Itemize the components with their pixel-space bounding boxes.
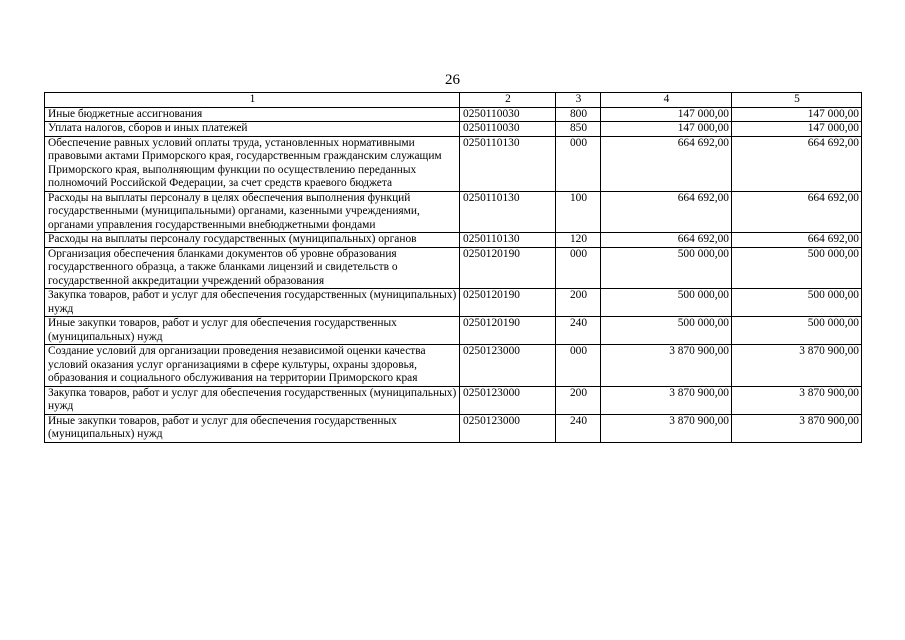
cell-value-5: 500 000,00	[732, 289, 862, 317]
cell-code: 0250110030	[460, 107, 556, 122]
header-col-3: 3	[556, 93, 601, 108]
cell-value-5: 147 000,00	[732, 122, 862, 137]
cell-value-5: 3 870 900,00	[732, 414, 862, 442]
cell-type: 240	[556, 317, 601, 345]
table-row	[45, 317, 862, 345]
cell-name: Обеспечение равных условий оплаты труда, установленных нормативными правовыми актами Приморского края, государственным гражданским служащим Приморского края, выполняющим функции по осуществлению переданных полномочий Российской Федерации, за счет средств краевого бюджета	[45, 136, 460, 191]
cell-type: 120	[556, 233, 601, 248]
cell-value-4: 3 870 900,00	[601, 345, 732, 387]
cell-value-4: 147 000,00	[601, 122, 732, 137]
cell-type: 100	[556, 191, 601, 233]
page-number: 26	[445, 72, 460, 88]
cell-name: Иные закупки товаров, работ и услуг для обеспечения государственных (муниципальных) нужд	[45, 317, 460, 345]
cell-type: 000	[556, 247, 601, 289]
cell-code: 0250110130	[460, 136, 556, 191]
cell-type: 240	[556, 414, 601, 442]
cell-type: 850	[556, 122, 601, 137]
cell-value-5: 500 000,00	[732, 247, 862, 289]
cell-code: 0250123000	[460, 345, 556, 387]
cell-name: Расходы на выплаты персоналу в целях обеспечения выполнения функций государственными (муниципальными) органами, казенными учреждениями, органами управления государственными внебюджетными фондами	[45, 191, 460, 233]
table-row	[45, 191, 862, 233]
cell-type: 800	[556, 107, 601, 122]
cell-value-5: 664 692,00	[732, 191, 862, 233]
cell-code: 0250120190	[460, 289, 556, 317]
table-row	[45, 107, 862, 122]
cell-value-4: 147 000,00	[601, 107, 732, 122]
table-header-row	[45, 93, 862, 108]
cell-value-5: 664 692,00	[732, 136, 862, 191]
cell-code: 0250110130	[460, 233, 556, 248]
header-col-5: 5	[732, 93, 862, 108]
cell-value-4: 500 000,00	[601, 247, 732, 289]
table-row	[45, 233, 862, 248]
cell-name: Закупка товаров, работ и услуг для обеспечения государственных (муниципальных) нужд	[45, 289, 460, 317]
table-row	[45, 122, 862, 137]
cell-name: Иные закупки товаров, работ и услуг для обеспечения государственных (муниципальных) нужд	[45, 414, 460, 442]
cell-type: 200	[556, 289, 601, 317]
cell-name: Уплата налогов, сборов и иных платежей	[45, 122, 460, 137]
cell-value-4: 3 870 900,00	[601, 386, 732, 414]
cell-value-5: 147 000,00	[732, 107, 862, 122]
cell-type: 000	[556, 136, 601, 191]
header-col-2: 2	[460, 93, 556, 108]
cell-code: 0250120190	[460, 317, 556, 345]
cell-code: 0250123000	[460, 386, 556, 414]
cell-value-5: 664 692,00	[732, 233, 862, 248]
table-row	[45, 136, 862, 191]
cell-value-4: 664 692,00	[601, 136, 732, 191]
cell-name: Организация обеспечения бланками документов об уровне образования государственного образца, а также бланками лицензий и свидетельств о государственной аккредитации учреждений образования	[45, 247, 460, 289]
cell-type: 000	[556, 345, 601, 387]
cell-code: 0250110130	[460, 191, 556, 233]
cell-value-4: 3 870 900,00	[601, 414, 732, 442]
cell-value-4: 500 000,00	[601, 317, 732, 345]
cell-code: 0250110030	[460, 122, 556, 137]
cell-value-4: 664 692,00	[601, 191, 732, 233]
cell-name: Создание условий для организации проведения независимой оценки качества условий оказания услуг организациями в сфере культуры, охраны здоровья, образования и социального обслуживания на территории Приморского края	[45, 345, 460, 387]
cell-value-5: 3 870 900,00	[732, 345, 862, 387]
cell-value-5: 3 870 900,00	[732, 386, 862, 414]
table-row	[45, 247, 862, 289]
table-row	[45, 386, 862, 414]
budget-table	[44, 92, 862, 443]
header-col-4: 4	[601, 93, 732, 108]
table-row	[45, 414, 862, 442]
cell-name: Закупка товаров, работ и услуг для обеспечения государственных (муниципальных) нужд	[45, 386, 460, 414]
cell-value-5: 500 000,00	[732, 317, 862, 345]
header-col-1: 1	[45, 93, 460, 108]
table-row	[45, 345, 862, 387]
cell-name: Иные бюджетные ассигнования	[45, 107, 460, 122]
cell-code: 0250123000	[460, 414, 556, 442]
cell-code: 0250120190	[460, 247, 556, 289]
cell-name: Расходы на выплаты персоналу государственных (муниципальных) органов	[45, 233, 460, 248]
cell-value-4: 500 000,00	[601, 289, 732, 317]
cell-type: 200	[556, 386, 601, 414]
table-row	[45, 289, 862, 317]
cell-value-4: 664 692,00	[601, 233, 732, 248]
